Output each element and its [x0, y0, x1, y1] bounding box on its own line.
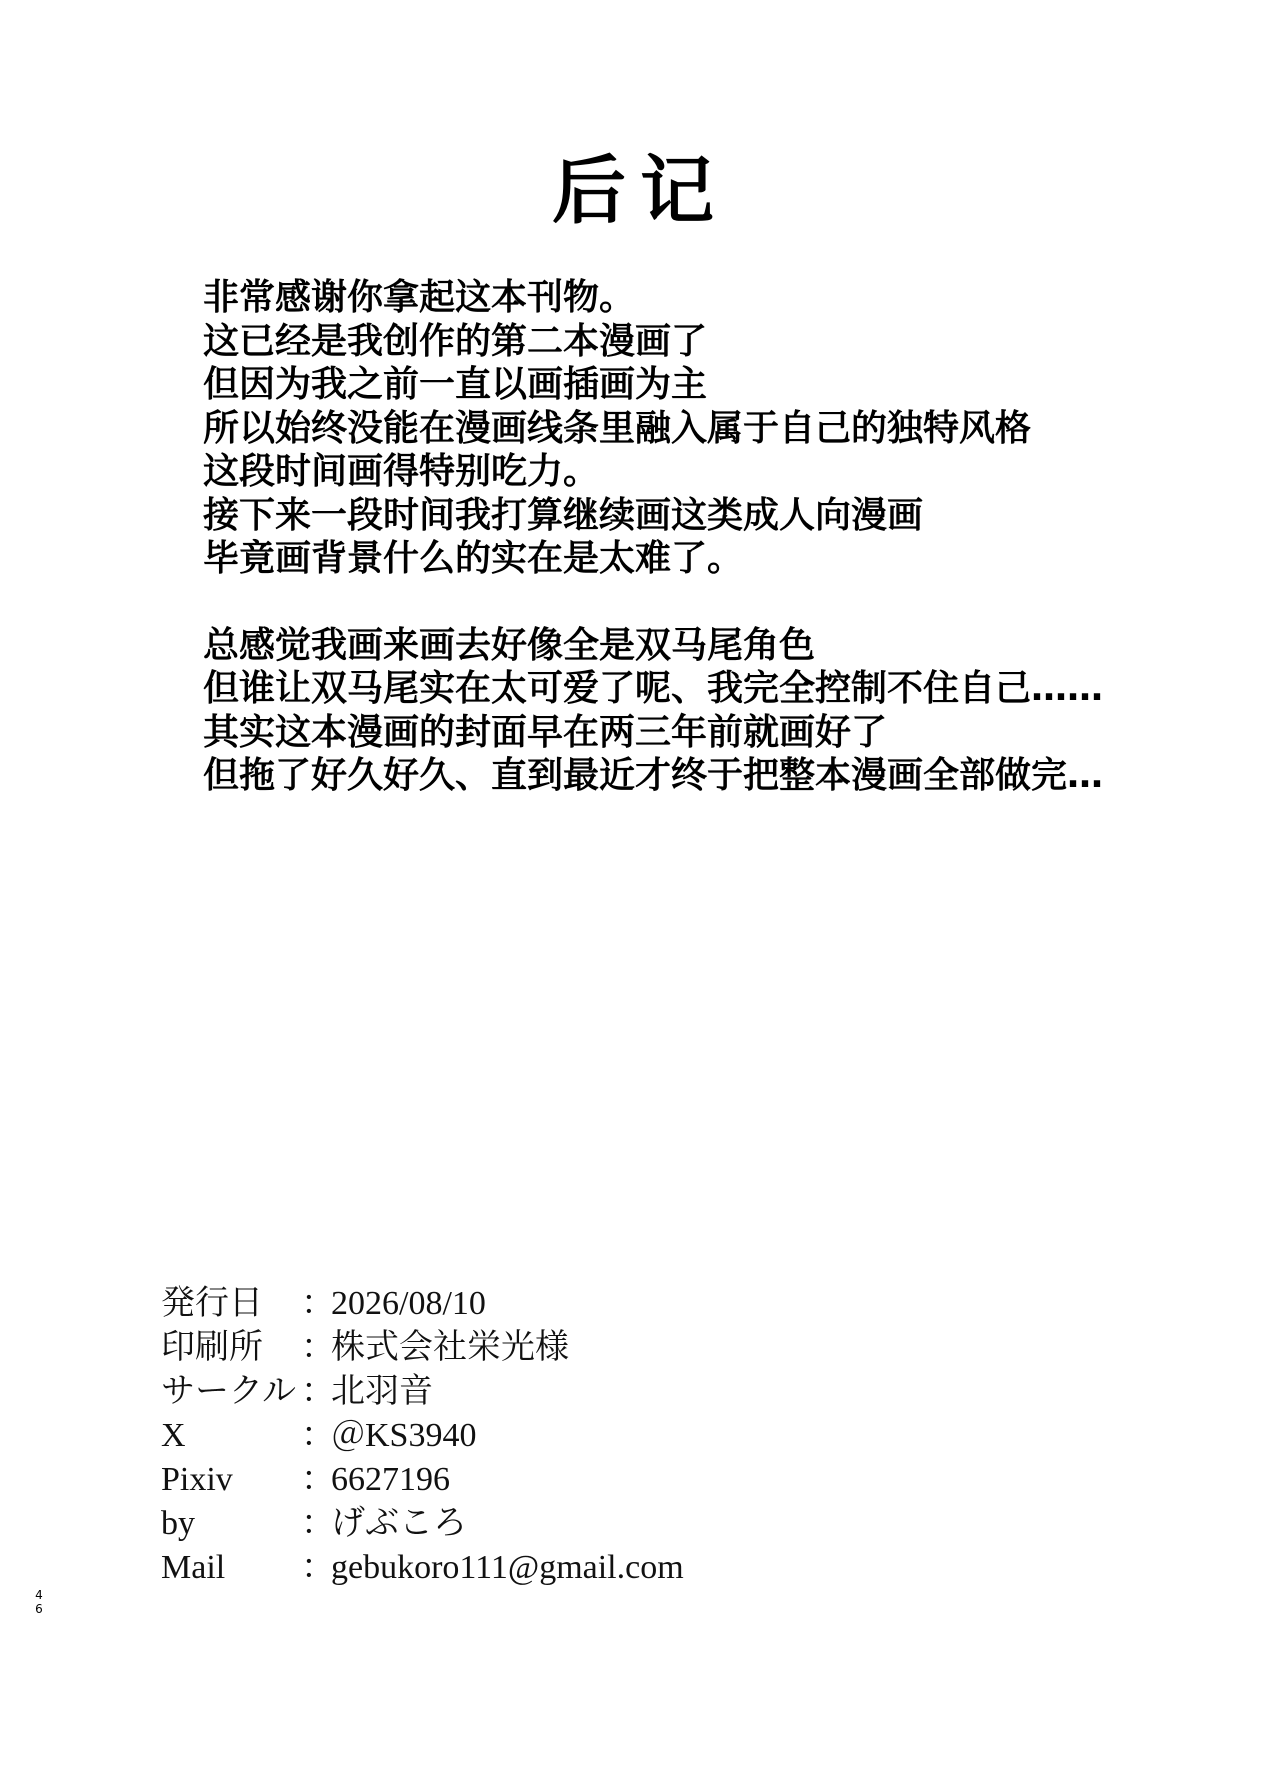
colophon-row-x [161, 1414, 684, 1458]
text-line: 其实这本漫画的封面早在两三年前就画好了 [203, 711, 888, 753]
text-line: 这段时间画得特别吃力。 [203, 451, 600, 492]
colophon-value: 株式会社栄光様 [331, 1329, 569, 1366]
colophon-separator: ： [301, 1285, 335, 1322]
colophon-value: 6627196 [331, 1461, 450, 1498]
colophon-row-circle [161, 1370, 684, 1414]
colophon-value: 北羽音 [331, 1373, 433, 1410]
text-line: 但谁让双马尾实在太可爱了呢、我完全控制不住自己…… [203, 668, 1104, 709]
text-line: 毕竟画背景什么的实在是太难了。 [203, 538, 744, 579]
colophon-row-printer [161, 1326, 684, 1370]
colophon-label: X [161, 1417, 186, 1454]
colophon-row-mail [161, 1546, 684, 1590]
text-line: 这已经是我创作的第二本漫画了 [203, 320, 708, 362]
colophon-label: 発行日 [161, 1285, 263, 1322]
colophon-label: by [161, 1505, 195, 1542]
colophon-label: サークル [161, 1373, 296, 1410]
paragraph [203, 624, 1243, 798]
afterword-body [203, 276, 1243, 798]
colophon-label: Mail [161, 1549, 226, 1586]
page-number-digit: 4 [35, 1588, 43, 1602]
colophon-row-author [161, 1502, 684, 1546]
colophon [161, 1282, 684, 1590]
colophon-separator: ： [301, 1329, 335, 1366]
colophon-separator: ： [301, 1549, 335, 1586]
page-title: 后记 [552, 148, 728, 234]
paragraph [203, 276, 1243, 581]
colophon-row-release-date [161, 1282, 684, 1326]
colophon-row-pixiv [161, 1458, 684, 1502]
page-number-digit: 6 [35, 1602, 43, 1616]
text-line: 总感觉我画来画去好像全是双马尾角色 [203, 624, 816, 666]
colophon-separator: ： [301, 1417, 335, 1454]
colophon-label: Pixiv [161, 1461, 233, 1498]
text-line: 接下来一段时间我打算继续画这类成人向漫画 [203, 494, 924, 536]
colophon-separator: ： [301, 1505, 335, 1542]
colophon-separator: ： [301, 1461, 335, 1498]
colophon-value: gebukoro111@gmail.com [331, 1549, 684, 1586]
colophon-separator: ： [301, 1373, 335, 1410]
text-line: 所以始终没能在漫画线条里融入属于自己的独特风格 [203, 407, 1032, 449]
text-line: 非常感谢你拿起这本刊物。 [203, 277, 636, 318]
text-line: 但拖了好久好久、直到最近才终于把整本漫画全部做完… [203, 755, 1104, 796]
text-line: 但因为我之前一直以画插画为主 [203, 364, 708, 405]
colophon-value: ＠KS3940 [331, 1417, 477, 1454]
colophon-value: 2026/08/10 [331, 1285, 486, 1322]
page-number [32, 1588, 46, 1616]
colophon-value: げぶころ [331, 1505, 467, 1542]
colophon-label: 印刷所 [161, 1329, 263, 1366]
